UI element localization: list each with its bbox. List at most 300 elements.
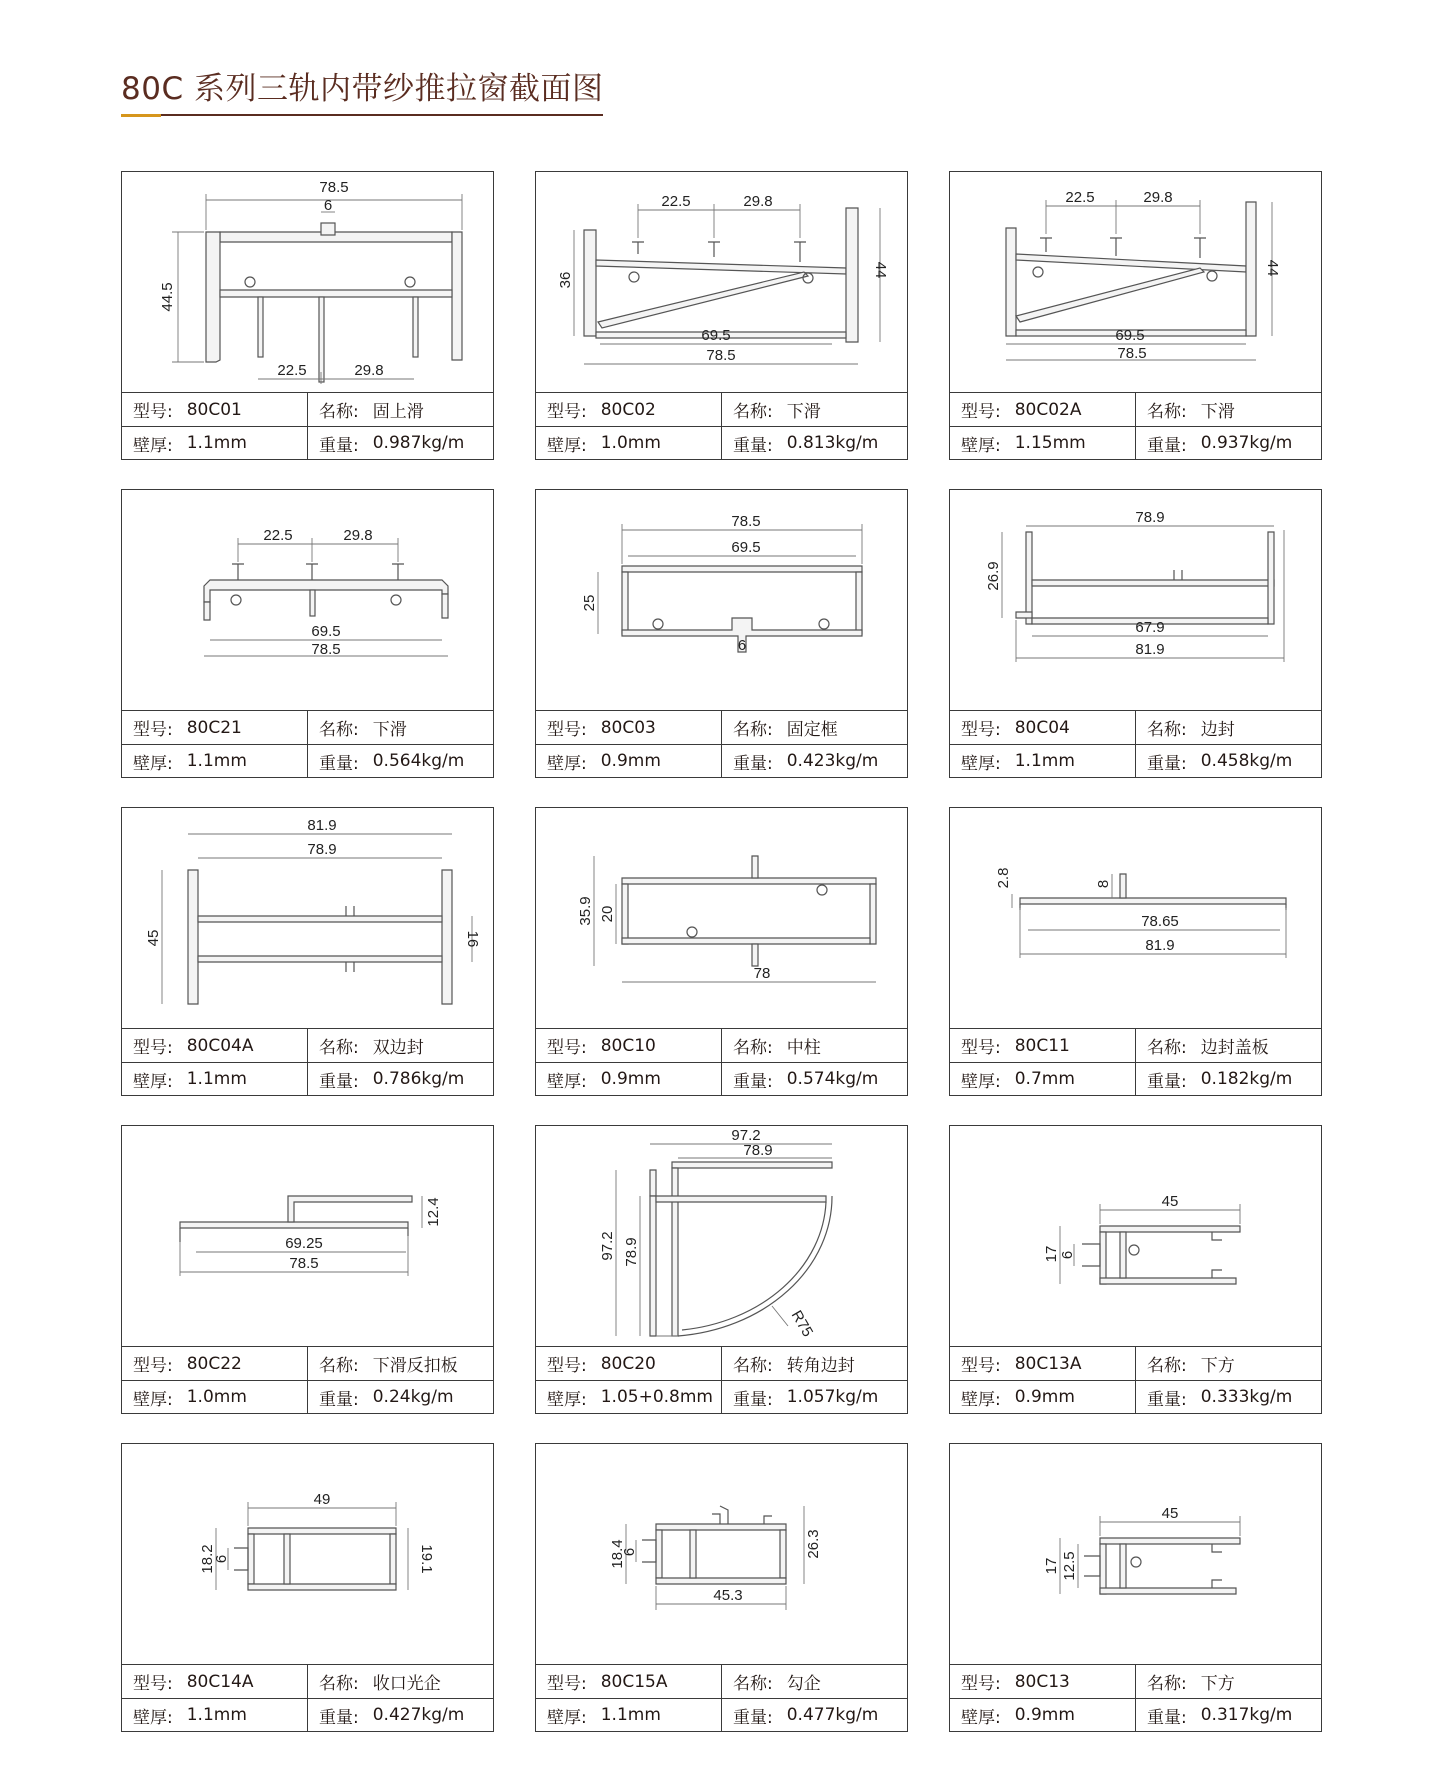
- dim-label: 8: [1095, 879, 1112, 889]
- name-cell: [307, 393, 493, 426]
- weight-cell: [721, 1063, 907, 1095]
- dim-label: 49: [313, 1491, 331, 1508]
- weight-key: 重量:: [1147, 1707, 1187, 1728]
- wall-cell: [536, 1699, 721, 1731]
- weight-value: 0.24kg/m: [372, 1387, 454, 1407]
- dim-label: R75: [787, 1307, 817, 1340]
- name-key: 名称:: [1147, 402, 1187, 422]
- model-cell: [536, 1347, 721, 1380]
- wall-cell: [536, 745, 721, 777]
- name-cell: [307, 1029, 493, 1062]
- page-title: 80C 系列三轨内带纱推拉窗截面图: [121, 70, 603, 116]
- wall-value: 1.1mm: [1014, 751, 1075, 771]
- name-cell: [1135, 1347, 1321, 1380]
- wall-value: 1.1mm: [186, 1069, 247, 1089]
- profile-card: [535, 1125, 908, 1414]
- name-key: 名称:: [319, 720, 359, 740]
- name-key: 名称:: [733, 1038, 773, 1058]
- model-value: 80C13: [1014, 1671, 1070, 1692]
- wall-cell: [950, 1699, 1135, 1731]
- profile-drawing: [950, 808, 1321, 1029]
- model-value: 80C01: [186, 399, 242, 420]
- model-cell: [950, 393, 1135, 426]
- dim-label: 17: [1043, 1557, 1060, 1575]
- wall-key: 壁厚:: [961, 1707, 1001, 1728]
- name-value: 边封盖板: [1200, 1038, 1269, 1058]
- name-cell: [721, 393, 907, 426]
- profile-drawing: [950, 172, 1321, 393]
- wall-cell: [122, 745, 307, 777]
- model-cell: [950, 1029, 1135, 1062]
- model-value: 80C04: [1014, 717, 1070, 738]
- model-cell: [122, 393, 307, 426]
- wall-value: 1.1mm: [600, 1705, 661, 1725]
- weight-cell: [307, 1063, 493, 1095]
- name-value: 固上滑: [372, 402, 424, 422]
- name-value: 双边封: [372, 1038, 424, 1058]
- dim-label: 6: [323, 197, 333, 214]
- weight-key: 重量:: [319, 435, 359, 456]
- dim-label: 22.5: [1065, 189, 1095, 206]
- name-key: 名称:: [1147, 1038, 1187, 1058]
- dim-label: 78.9: [1135, 509, 1165, 526]
- weight-key: 重量:: [1147, 1389, 1187, 1410]
- weight-cell: [721, 1699, 907, 1731]
- dim-label: 67.9: [1135, 619, 1165, 636]
- dim-label: 18.4: [609, 1539, 626, 1569]
- dim-label: 81.9: [1145, 937, 1175, 954]
- wall-key: 壁厚:: [547, 753, 587, 774]
- profile-card: [121, 1443, 494, 1732]
- weight-cell: [307, 427, 493, 459]
- wall-cell: [536, 1381, 721, 1413]
- name-value: 边封: [1200, 720, 1235, 740]
- dim-label: 35.9: [577, 896, 594, 926]
- info-row: [122, 711, 493, 744]
- model-cell: [536, 1029, 721, 1062]
- profile-card: [535, 171, 908, 460]
- info-row: [122, 1029, 493, 1062]
- info-row: [950, 1380, 1321, 1413]
- model-value: 80C02: [600, 399, 656, 420]
- model-key: 型号:: [547, 402, 587, 422]
- model-key: 型号:: [961, 720, 1001, 740]
- dim-label: 78.5: [311, 641, 341, 658]
- name-key: 名称:: [1147, 1674, 1187, 1694]
- info-row: [950, 1698, 1321, 1731]
- profile-drawing: [122, 1126, 493, 1347]
- dim-label: 36: [557, 271, 574, 289]
- weight-cell: [307, 1381, 493, 1413]
- info-row: [536, 744, 907, 777]
- info-row: [122, 393, 493, 426]
- wall-value: 0.9mm: [600, 1069, 661, 1089]
- wall-cell: [122, 1699, 307, 1731]
- weight-value: 0.427kg/m: [372, 1705, 465, 1725]
- info-row: [536, 711, 907, 744]
- model-cell: [122, 1347, 307, 1380]
- name-value: 转角边封: [786, 1356, 855, 1376]
- wall-value: 1.1mm: [186, 751, 247, 771]
- name-value: 中柱: [786, 1038, 821, 1058]
- info-row: [950, 1029, 1321, 1062]
- model-key: 型号:: [133, 720, 173, 740]
- dim-label: 6: [737, 637, 747, 654]
- name-key: 名称:: [733, 402, 773, 422]
- wall-key: 壁厚:: [547, 435, 587, 456]
- weight-key: 重量:: [319, 1707, 359, 1728]
- info-row: [536, 1665, 907, 1698]
- name-cell: [1135, 393, 1321, 426]
- weight-cell: [1135, 1063, 1321, 1095]
- model-key: 型号:: [547, 1356, 587, 1376]
- model-key: 型号:: [547, 1674, 587, 1694]
- name-value: 收口光企: [372, 1674, 441, 1694]
- name-key: 名称:: [319, 402, 359, 422]
- profile-card: [949, 1443, 1322, 1732]
- info-row: [122, 744, 493, 777]
- weight-value: 0.813kg/m: [786, 433, 879, 453]
- dim-label: 2.8: [995, 867, 1012, 889]
- dim-label: 45: [1161, 1505, 1179, 1522]
- dim-label: 25: [581, 594, 598, 612]
- info-row: [122, 1347, 493, 1380]
- info-row: [950, 1665, 1321, 1698]
- info-row: [536, 1380, 907, 1413]
- wall-key: 壁厚:: [961, 1071, 1001, 1092]
- weight-cell: [721, 1381, 907, 1413]
- profile-drawing: [950, 1444, 1321, 1665]
- weight-value: 0.333kg/m: [1200, 1387, 1293, 1407]
- profile-drawing: [536, 1444, 907, 1665]
- wall-cell: [950, 745, 1135, 777]
- dim-label: 78.5: [289, 1255, 319, 1272]
- profile-drawing: [536, 1126, 907, 1347]
- dim-label: 17: [1043, 1245, 1060, 1263]
- dim-label: 12.5: [1061, 1551, 1078, 1581]
- dim-label: 20: [599, 905, 616, 923]
- weight-key: 重量:: [319, 1071, 359, 1092]
- info-row: [122, 1380, 493, 1413]
- weight-value: 0.317kg/m: [1200, 1705, 1293, 1725]
- wall-cell: [122, 1063, 307, 1095]
- weight-value: 0.574kg/m: [786, 1069, 879, 1089]
- dim-label: 69.5: [311, 623, 341, 640]
- dim-label: 69.25: [285, 1235, 323, 1252]
- name-key: 名称:: [733, 720, 773, 740]
- dim-label: 78.65: [1141, 913, 1179, 930]
- wall-key: 壁厚:: [547, 1071, 587, 1092]
- model-cell: [536, 711, 721, 744]
- dim-label: 29.8: [1143, 189, 1173, 206]
- weight-key: 重量:: [319, 1389, 359, 1410]
- wall-key: 壁厚:: [547, 1389, 587, 1410]
- dim-label: 12.4: [425, 1197, 442, 1227]
- name-key: 名称:: [1147, 720, 1187, 740]
- info-row: [536, 1698, 907, 1731]
- weight-cell: [1135, 427, 1321, 459]
- wall-value: 0.9mm: [600, 751, 661, 771]
- model-cell: [950, 711, 1135, 744]
- wall-key: 壁厚:: [547, 1707, 587, 1728]
- name-value: 下滑: [786, 402, 821, 422]
- dim-label: 97.2: [599, 1231, 616, 1261]
- info-row: [536, 1062, 907, 1095]
- profile-grid: [121, 171, 1322, 1732]
- weight-cell: [307, 745, 493, 777]
- model-key: 型号:: [133, 402, 173, 422]
- weight-key: 重量:: [733, 1071, 773, 1092]
- wall-key: 壁厚:: [133, 435, 173, 456]
- dim-label: 19.1: [418, 1544, 435, 1574]
- wall-value: 0.9mm: [1014, 1387, 1075, 1407]
- name-cell: [307, 1665, 493, 1698]
- dim-label: 78.5: [319, 179, 349, 196]
- title-accent-bar: [121, 114, 161, 117]
- weight-key: 重量:: [733, 1707, 773, 1728]
- model-value: 80C11: [1014, 1035, 1070, 1056]
- dim-label: 81.9: [307, 817, 337, 834]
- info-row: [950, 711, 1321, 744]
- dim-label: 78.9: [307, 841, 337, 858]
- wall-value: 1.05+0.8mm: [600, 1387, 713, 1407]
- model-key: 型号:: [547, 720, 587, 740]
- dim-label: 45.3: [713, 1587, 743, 1604]
- model-value: 80C21: [186, 717, 242, 738]
- dim-label: 45: [1161, 1193, 1179, 1210]
- profile-card: [949, 489, 1322, 778]
- dim-label: 69.5: [701, 327, 731, 344]
- model-key: 型号:: [961, 1674, 1001, 1694]
- dim-label: 78.9: [743, 1142, 773, 1159]
- wall-key: 壁厚:: [133, 1071, 173, 1092]
- wall-value: 1.1mm: [186, 1705, 247, 1725]
- name-cell: [1135, 711, 1321, 744]
- dim-label: 22.5: [263, 527, 293, 544]
- name-value: 固定框: [786, 720, 838, 740]
- dim-label: 22.5: [277, 362, 307, 379]
- weight-value: 1.057kg/m: [786, 1387, 879, 1407]
- info-row: [536, 1029, 907, 1062]
- wall-cell: [950, 427, 1135, 459]
- info-row: [536, 426, 907, 459]
- model-value: 80C15A: [600, 1671, 668, 1692]
- dim-label: 78.5: [731, 513, 761, 530]
- dim-label: 69.5: [1115, 327, 1145, 344]
- model-cell: [536, 1665, 721, 1698]
- profile-drawing: [950, 1126, 1321, 1347]
- profile-card: [121, 171, 494, 460]
- name-cell: [721, 711, 907, 744]
- model-cell: [122, 711, 307, 744]
- info-row: [122, 1062, 493, 1095]
- profile-card: [535, 807, 908, 1096]
- name-key: 名称:: [1147, 1356, 1187, 1376]
- name-value: 下方: [1200, 1674, 1235, 1694]
- wall-value: 0.9mm: [1014, 1705, 1075, 1725]
- wall-value: 0.7mm: [1014, 1069, 1075, 1089]
- name-cell: [721, 1665, 907, 1698]
- dim-label: 6: [213, 1554, 230, 1564]
- dim-label: 29.8: [343, 527, 373, 544]
- weight-key: 重量:: [1147, 435, 1187, 456]
- model-key: 型号:: [547, 1038, 587, 1058]
- dim-label: 45: [145, 929, 162, 947]
- model-cell: [536, 393, 721, 426]
- name-cell: [721, 1347, 907, 1380]
- dim-label: 29.8: [354, 362, 384, 379]
- weight-value: 0.564kg/m: [372, 751, 465, 771]
- info-row: [950, 426, 1321, 459]
- weight-key: 重量:: [733, 1389, 773, 1410]
- profile-drawing: [536, 172, 907, 393]
- info-row: [950, 1347, 1321, 1380]
- name-value: 勾企: [786, 1674, 821, 1694]
- name-cell: [721, 1029, 907, 1062]
- model-value: 80C22: [186, 1353, 242, 1374]
- model-value: 80C10: [600, 1035, 656, 1056]
- dim-label: 6: [1059, 1250, 1076, 1260]
- info-row: [950, 1062, 1321, 1095]
- dim-label: 6: [621, 1547, 638, 1557]
- weight-value: 0.458kg/m: [1200, 751, 1293, 771]
- profile-card: [121, 1125, 494, 1414]
- weight-cell: [721, 745, 907, 777]
- wall-cell: [950, 1063, 1135, 1095]
- dim-label: 44.5: [159, 282, 176, 312]
- info-row: [122, 1665, 493, 1698]
- name-value: 下滑: [372, 720, 407, 740]
- name-value: 下滑: [1200, 402, 1235, 422]
- wall-cell: [536, 1063, 721, 1095]
- weight-key: 重量:: [1147, 753, 1187, 774]
- weight-cell: [1135, 1699, 1321, 1731]
- profile-drawing: [122, 172, 493, 393]
- name-cell: [1135, 1665, 1321, 1698]
- wall-key: 壁厚:: [133, 753, 173, 774]
- name-value: 下方: [1200, 1356, 1235, 1376]
- profile-card: [949, 171, 1322, 460]
- dim-label: 26.3: [805, 1529, 822, 1559]
- weight-value: 0.477kg/m: [786, 1705, 879, 1725]
- profile-drawing: [122, 490, 493, 711]
- info-row: [122, 1698, 493, 1731]
- model-key: 型号:: [961, 1356, 1001, 1376]
- dim-label: 29.8: [743, 193, 773, 210]
- weight-value: 0.937kg/m: [1200, 433, 1293, 453]
- dim-label: 16: [464, 930, 481, 948]
- profile-drawing: [122, 808, 493, 1029]
- model-cell: [122, 1665, 307, 1698]
- weight-cell: [721, 427, 907, 459]
- profile-card: [949, 1125, 1322, 1414]
- wall-key: 壁厚:: [961, 753, 1001, 774]
- model-value: 80C02A: [1014, 399, 1082, 420]
- dim-label: 78.5: [1117, 345, 1147, 362]
- weight-value: 0.182kg/m: [1200, 1069, 1293, 1089]
- name-key: 名称:: [733, 1356, 773, 1376]
- info-row: [950, 744, 1321, 777]
- model-cell: [950, 1347, 1135, 1380]
- wall-value: 1.1mm: [186, 433, 247, 453]
- dim-label: 44: [1264, 259, 1281, 277]
- profile-card: [535, 1443, 908, 1732]
- weight-value: 0.786kg/m: [372, 1069, 465, 1089]
- name-cell: [307, 1347, 493, 1380]
- weight-key: 重量:: [733, 753, 773, 774]
- profile-drawing: [950, 490, 1321, 711]
- dim-label: 18.2: [199, 1544, 216, 1574]
- wall-key: 壁厚:: [961, 1389, 1001, 1410]
- wall-cell: [950, 1381, 1135, 1413]
- weight-key: 重量:: [319, 753, 359, 774]
- model-key: 型号:: [961, 402, 1001, 422]
- weight-value: 0.423kg/m: [786, 751, 879, 771]
- weight-cell: [307, 1699, 493, 1731]
- weight-cell: [1135, 1381, 1321, 1413]
- profile-drawing: [536, 490, 907, 711]
- model-key: 型号:: [133, 1674, 173, 1694]
- dim-label: 22.5: [661, 193, 691, 210]
- wall-value: 1.15mm: [1014, 433, 1086, 453]
- name-key: 名称:: [319, 1674, 359, 1694]
- wall-cell: [536, 427, 721, 459]
- name-key: 名称:: [319, 1356, 359, 1376]
- dim-label: 78.9: [623, 1237, 640, 1267]
- name-cell: [1135, 1029, 1321, 1062]
- dim-label: 81.9: [1135, 641, 1165, 658]
- wall-value: 1.0mm: [186, 1387, 247, 1407]
- info-row: [536, 393, 907, 426]
- profile-card: [121, 807, 494, 1096]
- dim-label: 78: [753, 965, 771, 982]
- weight-key: 重量:: [733, 435, 773, 456]
- info-row: [950, 393, 1321, 426]
- profile-drawing: [536, 808, 907, 1029]
- dim-label: 26.9: [985, 561, 1002, 591]
- model-cell: [950, 1665, 1135, 1698]
- wall-key: 壁厚:: [133, 1707, 173, 1728]
- wall-cell: [122, 427, 307, 459]
- model-value: 80C03: [600, 717, 656, 738]
- name-key: 名称:: [319, 1038, 359, 1058]
- dim-label: 97.2: [731, 1127, 761, 1144]
- model-value: 80C20: [600, 1353, 656, 1374]
- name-key: 名称:: [733, 1674, 773, 1694]
- profile-drawing: [122, 1444, 493, 1665]
- info-row: [536, 1347, 907, 1380]
- weight-value: 0.987kg/m: [372, 433, 465, 453]
- name-value: 下滑反扣板: [372, 1356, 458, 1376]
- wall-key: 壁厚:: [133, 1389, 173, 1410]
- model-cell: [122, 1029, 307, 1062]
- model-key: 型号:: [133, 1038, 173, 1058]
- profile-card: [535, 489, 908, 778]
- dim-label: 78.5: [706, 347, 736, 364]
- weight-cell: [1135, 745, 1321, 777]
- profile-card: [121, 489, 494, 778]
- model-value: 80C04A: [186, 1035, 254, 1056]
- profile-card: [949, 807, 1322, 1096]
- info-row: [122, 426, 493, 459]
- wall-cell: [122, 1381, 307, 1413]
- dim-label: 69.5: [731, 539, 761, 556]
- wall-key: 壁厚:: [961, 435, 1001, 456]
- model-value: 80C13A: [1014, 1353, 1082, 1374]
- dim-label: 44: [872, 261, 889, 279]
- model-key: 型号:: [133, 1356, 173, 1376]
- model-value: 80C14A: [186, 1671, 254, 1692]
